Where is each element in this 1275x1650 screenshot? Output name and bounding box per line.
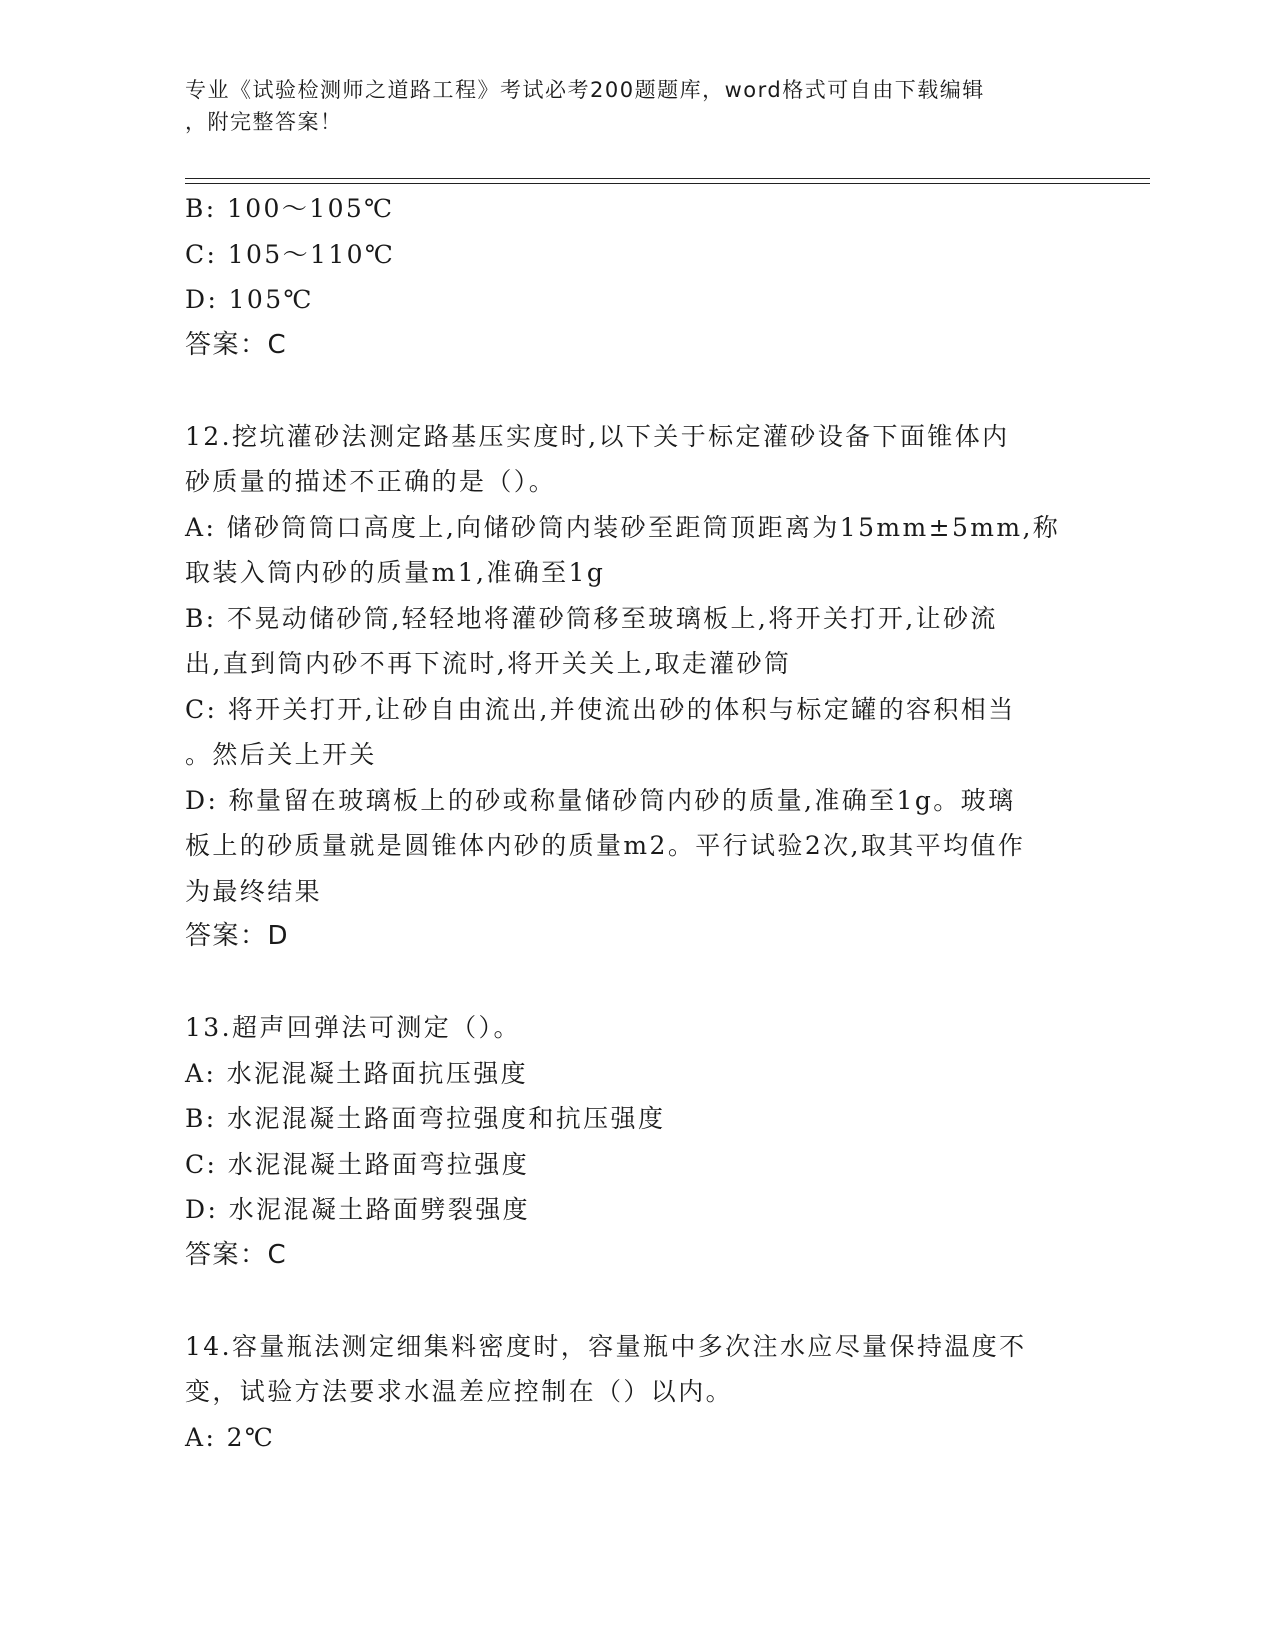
option-d: D: 称量留在玻璃板上的砂或称量储砂筒内砂的质量,准确至1g。玻璃 (185, 785, 1016, 815)
option-c: C: 将开关打开,让砂自由流出,并使流出砂的体积与标定罐的容积相当 (185, 694, 1016, 724)
question-13 (185, 1005, 1085, 1278)
option-c: 。然后关上开关 (185, 740, 377, 769)
spacer (185, 960, 1085, 1006)
option-a: A: 2℃ (185, 1422, 276, 1452)
option-b: B: 不晃动储砂筒,轻轻地将灌砂筒移至玻璃板上,将开关打开,让砂流 (185, 603, 998, 633)
option-c: C: 105～110℃ (185, 239, 396, 269)
option-a: 取装入筒内砂的质量m1,准确至1g (185, 558, 606, 587)
option-a: A: 储砂筒筒口高度上,向储砂筒内装砂至距筒顶距离为15mm±5mm,称 (185, 512, 1061, 542)
question-stem: 13.超声回弹法可测定（）。 (185, 1013, 521, 1042)
question-12 (185, 414, 1085, 960)
header-title-line-2: ，附完整答案！ (185, 110, 343, 134)
question-content (185, 186, 1085, 1460)
option-b: B: 水泥混凝土路面弯拉强度和抗压强度 (185, 1104, 666, 1133)
question-stem: 砂质量的描述不正确的是（）。 (185, 467, 557, 496)
option-a: A: 水泥混凝土路面抗压强度 (185, 1058, 529, 1088)
header-divider (185, 178, 1150, 184)
question-11-tail (185, 186, 1085, 368)
answer: 答案：C (185, 1239, 288, 1270)
question-stem: 14.容量瓶法测定细集料密度时，容量瓶中多次注水应尽量保持温度不 (185, 1331, 1027, 1361)
option-b: 出,直到筒内砂不再下流时,将开关关上,取走灌砂筒 (185, 649, 792, 678)
option-d: 为最终结果 (185, 876, 323, 906)
question-stem: 12.挖坑灌砂法测定路基压实度时,以下关于标定灌砂设备下面锥体内 (185, 421, 1010, 451)
option-d: D: 105℃ (185, 285, 314, 314)
spacer (185, 368, 1085, 414)
option-b: B: 100～105℃ (185, 194, 395, 223)
answer: 答案：D (185, 921, 290, 951)
question-14 (185, 1324, 1085, 1461)
option-d: D: 水泥混凝土路面劈裂强度 (185, 1195, 531, 1224)
option-c: C: 水泥混凝土路面弯拉强度 (185, 1149, 530, 1179)
question-stem: 变，试验方法要求水温差应控制在（）以内。 (185, 1377, 734, 1406)
document-header (185, 74, 1065, 138)
option-d: 板上的砂质量就是圆锥体内砂的质量m2。平行试验2次,取其平均值作 (185, 831, 1026, 860)
header-title-line-1: 专业《试验检测师之道路工程》考试必考200题题库，word格式可自由下载编辑 (185, 78, 985, 102)
answer: 答案：C (185, 329, 288, 360)
spacer (185, 1278, 1085, 1324)
